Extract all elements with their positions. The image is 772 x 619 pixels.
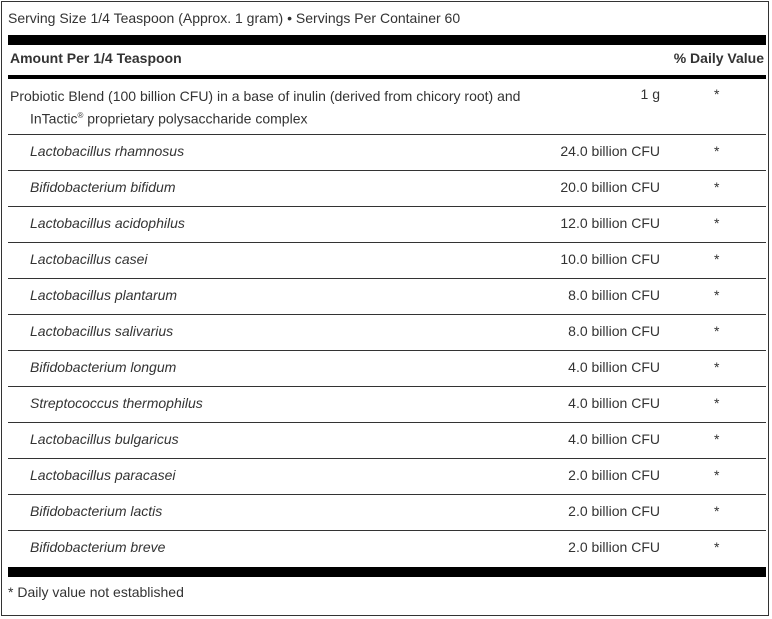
strain-daily-value: * (714, 251, 720, 267)
servings-per-container: Servings Per Container 60 (295, 10, 461, 26)
strain-daily-value: * (714, 359, 720, 375)
strain-row (8, 495, 766, 531)
strain-name: Bifidobacterium lactis (30, 503, 163, 519)
serving-size: Serving Size 1/4 Teaspoon (Approx. 1 gram) (8, 10, 284, 26)
strain-row (8, 243, 766, 279)
strain-name: Bifidobacterium breve (30, 539, 166, 555)
intactic-label: InTactic (30, 110, 78, 127)
strain-daily-value: * (714, 503, 720, 519)
blend-description (10, 86, 530, 129)
probiotic-blend-row (8, 79, 766, 135)
serving-info (8, 10, 460, 26)
strain-daily-value: * (714, 179, 720, 195)
strain-row (8, 207, 766, 243)
supplement-facts-panel (1, 1, 769, 616)
strain-name: Lactobacillus casei (30, 251, 148, 267)
strain-amount: 8.0 billion CFU (568, 323, 660, 339)
strain-daily-value: * (714, 539, 720, 555)
strain-row (8, 171, 766, 207)
strain-row (8, 459, 766, 495)
amount-per-header: Amount Per 1/4 Teaspoon (10, 50, 182, 66)
strain-daily-value: * (714, 431, 720, 447)
top-divider-bar (8, 35, 766, 45)
strain-amount: 10.0 billion CFU (560, 251, 660, 267)
strain-amount: 8.0 billion CFU (568, 287, 660, 303)
registered-mark: ® (77, 111, 84, 120)
strain-daily-value: * (714, 467, 720, 483)
blend-daily-value: * (714, 86, 720, 102)
strain-name: Lactobacillus salivarius (30, 323, 174, 339)
table-header (8, 45, 766, 79)
strain-name: Lactobacillus acidophilus (30, 215, 185, 231)
strain-name: Bifidobacterium longum (30, 359, 177, 375)
footnote: * Daily value not established (8, 584, 184, 600)
strain-amount: 24.0 billion CFU (560, 143, 660, 159)
strain-row (8, 423, 766, 459)
strain-name: Bifidobacterium bifidum (30, 179, 176, 195)
blend-line-2-suffix: proprietary polysaccharide complex (83, 110, 308, 127)
strain-amount: 12.0 billion CFU (560, 215, 660, 231)
strain-amount: 4.0 billion CFU (568, 395, 660, 411)
strain-amount: 2.0 billion CFU (568, 467, 660, 483)
strain-row (8, 135, 766, 171)
strain-daily-value: * (714, 215, 720, 231)
strain-amount: 2.0 billion CFU (568, 539, 660, 555)
strain-daily-value: * (714, 287, 720, 303)
strain-name: Lactobacillus plantarum (30, 287, 178, 303)
strain-name: Lactobacillus paracasei (30, 467, 176, 483)
strain-daily-value: * (714, 143, 720, 159)
blend-line-1: Probiotic Blend (100 billion CFU) in a base of inulin (derived from chicory root) and (10, 88, 521, 104)
strain-daily-value: * (714, 395, 720, 411)
bottom-divider-bar (8, 567, 766, 577)
serving-separator: • (287, 10, 293, 26)
strain-amount: 2.0 billion CFU (568, 503, 660, 519)
strain-name: Lactobacillus bulgaricus (30, 431, 179, 447)
daily-value-header: % Daily Value (673, 50, 764, 66)
strain-name: Streptococcus thermophilus (30, 395, 203, 411)
strain-list (8, 135, 766, 567)
blend-amount: 1 g (640, 86, 660, 102)
strain-name: Lactobacillus rhamnosus (30, 143, 185, 159)
strain-amount: 20.0 billion CFU (560, 179, 660, 195)
strain-row (8, 531, 766, 567)
strain-daily-value: * (714, 323, 720, 339)
blend-line-2 (10, 106, 530, 129)
strain-amount: 4.0 billion CFU (568, 359, 660, 375)
strain-row (8, 279, 766, 315)
strain-row (8, 351, 766, 387)
strain-amount: 4.0 billion CFU (568, 431, 660, 447)
strain-row (8, 387, 766, 423)
strain-row (8, 315, 766, 351)
